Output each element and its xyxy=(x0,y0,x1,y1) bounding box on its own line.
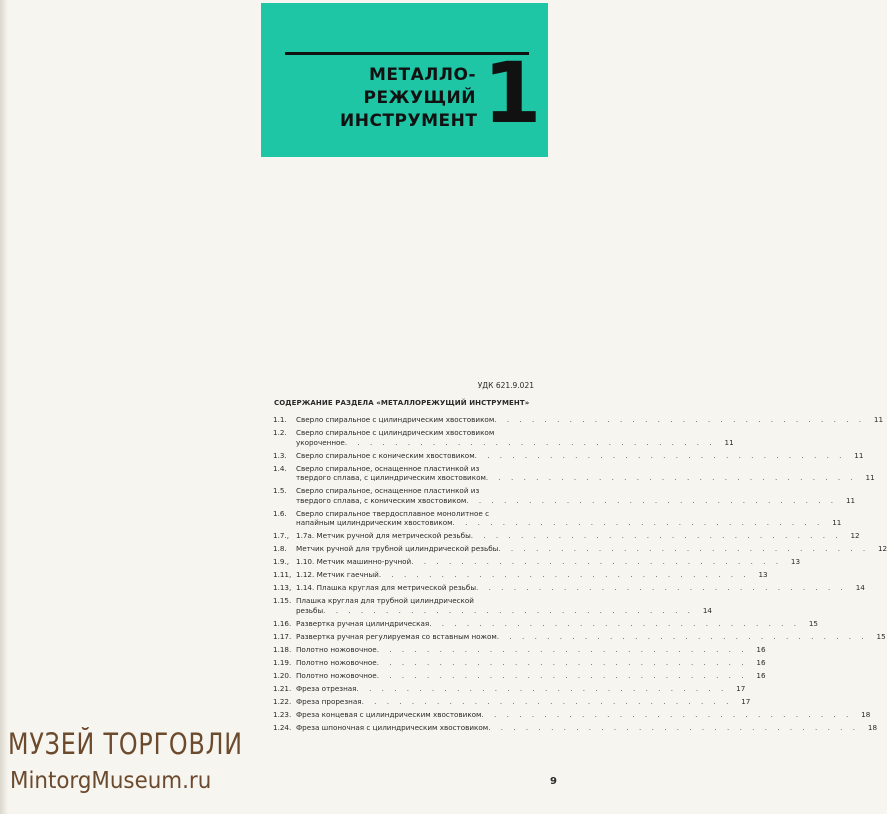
toc-entry xyxy=(273,463,875,483)
toc-leader-dots: . . . . . . . . . . . . . . . . . . . . . . . . . . . . . . xyxy=(485,473,857,483)
watermark-museum-name: МУЗЕЙ ТОРГОВЛИ xyxy=(8,727,243,761)
toc-entry-number: 1.7., xyxy=(273,531,289,541)
toc-entry-page: 17 xyxy=(736,683,746,693)
toc-entry-title-line: Фреза концевая с цилиндрическим хвостовиком xyxy=(296,709,482,719)
toc-entry-number: 1.11, xyxy=(273,570,292,580)
page-number: 9 xyxy=(550,776,557,787)
toc-leader-dots: . . . . . . . . . . . . . . . . . . . . . . . . . . . . . . xyxy=(361,696,733,706)
toc-entry-page: 13 xyxy=(790,557,801,567)
toc-entry-title-line: твердого сплава, с коническим хвостовиком xyxy=(296,495,467,505)
toc-entry xyxy=(273,531,860,541)
toc-entry-number: 1.6. xyxy=(273,508,287,518)
toc-entry xyxy=(273,508,842,528)
toc-entry xyxy=(273,544,887,554)
toc-entry xyxy=(273,450,864,461)
toc-entry xyxy=(273,583,865,593)
toc-entry-title-line: резьбы xyxy=(296,605,324,615)
udk-code: УДК 621.9.021 xyxy=(477,381,534,390)
toc-entry-title xyxy=(296,658,750,668)
toc-entry-title xyxy=(296,684,729,694)
toc-entry-title xyxy=(296,464,859,483)
toc-leader-dots: . . . . . . . . . . . . . . . . . . . . . . . . . . . . . . xyxy=(376,670,748,680)
toc-entry-title-line: 1.7а. Метчик ручной для метрической резьбы xyxy=(296,531,471,541)
toc-entry-page: 11 xyxy=(873,415,884,424)
toc-entry-title-line: Полотно ножовочное xyxy=(296,644,377,654)
toc-entry-title-line: Развертка ручная регулируемая со вставным ножом xyxy=(296,631,497,641)
toc-entry-page: 14 xyxy=(855,583,865,593)
toc-leader-dots: . . . . . . . . . . . . . . . . . . . . . . . . . . . . . . xyxy=(494,415,866,424)
toc-entry-title-line: Фреза отрезная xyxy=(296,683,357,693)
toc-entry-number: 1.17. xyxy=(273,631,292,641)
toc-leader-dots: . . . . . . . . . . . . . . . . . . . . . . . . . . . . . . xyxy=(496,631,868,641)
toc-entry-title xyxy=(296,596,696,615)
toc-leader-dots: . . . . . . . . . . . . . . . . . . . . . . . . . . . . . . xyxy=(376,644,748,654)
toc-entry xyxy=(273,683,746,694)
toc-entry-title xyxy=(296,428,718,447)
toc-entry-page: 14 xyxy=(702,605,712,615)
toc-leader-dots: . . . . . . . . . . . . . . . . . . . . . . . . . . . . . . xyxy=(452,518,824,528)
toc-entry-page: 11 xyxy=(865,473,875,483)
toc-entry-title xyxy=(296,671,750,681)
toc-entry xyxy=(273,557,801,567)
toc-entry-page: 12 xyxy=(850,531,860,541)
toc-leader-dots: . . . . . . . . . . . . . . . . . . . . . . . . . . . . . . xyxy=(344,437,716,447)
toc-entry-title-line: Фреза шпоночная с цилиндрическим хвостовиком xyxy=(296,722,489,732)
toc-entry-title xyxy=(296,723,861,733)
toc-entry-page: 16 xyxy=(756,657,766,667)
toc-entry-page: 13 xyxy=(758,570,768,580)
toc-leader-dots: . . . . . . . . . . . . . . . . . . . . . . . . . . . . . . xyxy=(488,722,860,732)
toc-title: СОДЕРЖАНИЕ РАЗДЕЛА «МЕТАЛЛОРЕЖУЩИЙ ИНСТРУМЕНТ» xyxy=(274,399,530,407)
toc-entry-title xyxy=(296,486,839,505)
toc-leader-dots: . . . . . . . . . . . . . . . . . . . . . . . . . . . . . . xyxy=(378,570,750,580)
toc-leader-dots: . . . . . . . . . . . . . . . . . . . . . . . . . . . . . . xyxy=(356,683,728,693)
toc-entry-title-line: 1.14. Плашка круглая для метрической резьбы xyxy=(296,583,477,593)
toc-entry-number: 1.22. xyxy=(273,696,292,706)
toc-entry-title-line: Сверло спиральное с коническим хвостовиком xyxy=(296,450,475,460)
toc-entry-number: 1.5. xyxy=(273,486,287,496)
toc-entry-title-line: Сверло спиральное твердосплавное монолитное с xyxy=(296,508,490,518)
toc-entry-page: 12 xyxy=(877,544,887,554)
toc-entry-page: 11 xyxy=(724,437,734,447)
toc-entry-title-line: 1.10. Метчик машинно-ручной xyxy=(296,557,412,567)
toc-entry xyxy=(273,670,766,681)
toc-entry-title xyxy=(296,544,871,554)
toc-entry-number: 1.24. xyxy=(273,722,292,732)
toc-entry-title xyxy=(296,531,844,541)
toc-entry xyxy=(273,570,768,580)
section-title-line-1: МЕТАЛЛО- xyxy=(368,65,476,85)
toc-entry xyxy=(273,722,878,733)
toc-leader-dots: . . . . . . . . . . . . . . . . . . . . . . . . . . . . . . xyxy=(470,531,842,541)
toc-entry-number: 1.16. xyxy=(273,618,292,628)
toc-entry-title xyxy=(296,557,784,567)
toc-entry-title xyxy=(296,509,825,528)
toc-entry-title-line: Сверло спиральное, оснащенное пластинкой из xyxy=(296,463,480,473)
toc-entry-page: 17 xyxy=(741,696,751,706)
toc-entry xyxy=(273,486,856,505)
toc-entry-title xyxy=(296,415,867,425)
toc-entry xyxy=(273,596,712,615)
toc-entry xyxy=(273,427,734,447)
toc-entry-title xyxy=(296,632,870,642)
toc-leader-dots: . . . . . . . . . . . . . . . . . . . . . . . . . . . . . . xyxy=(411,557,783,567)
toc-entry-number: 1.15. xyxy=(273,596,292,606)
toc-entry xyxy=(273,644,766,655)
toc-entry xyxy=(273,657,766,668)
toc-leader-dots: . . . . . . . . . . . . . . . . . . . . . . . . . . . . . . xyxy=(498,544,870,554)
toc-entry-title-line: Полотно ножовочное xyxy=(296,670,377,680)
toc-entry-number: 1.13, xyxy=(273,583,292,593)
toc-entry-number: 1.4. xyxy=(273,463,287,473)
toc-entry-number: 1.9., xyxy=(273,557,289,567)
toc-entry-page: 15 xyxy=(876,631,886,641)
toc-entry-title-line: Фреза прорезная xyxy=(296,696,362,706)
section-number: 1 xyxy=(483,44,542,142)
toc-leader-dots: . . . . . . . . . . . . . . . . . . . . . . . . . . . . . . xyxy=(476,583,847,593)
toc-entry-number: 1.23. xyxy=(273,709,292,719)
toc-entry-title-line: Полотно ножовочное xyxy=(296,657,377,667)
section-title xyxy=(340,64,476,133)
section-title-line-2: РЕЖУЩИЙ xyxy=(363,88,476,108)
toc-entry-number: 1.3. xyxy=(273,450,287,460)
toc-entry-page: 16 xyxy=(756,670,766,680)
toc-leader-dots: . . . . . . . . . . . . . . . . . . . . . . . . . . . . . . xyxy=(429,618,801,628)
watermark-url: MintorgMuseum.ru xyxy=(10,768,212,794)
toc-entry-title-line: Сверло спиральное с цилиндрическим хвостовиком xyxy=(296,415,495,424)
toc-entry-title xyxy=(296,645,750,655)
toc-entry-number: 1.1. xyxy=(273,415,287,424)
page-edge-shadow xyxy=(0,0,8,814)
toc-leader-dots: . . . . . . . . . . . . . . . . . . . . . . . . . . . . . . xyxy=(323,605,694,615)
section-title-line-3: ИНСТРУМЕНТ xyxy=(340,111,478,131)
toc-entry-number: 1.19. xyxy=(273,657,292,667)
toc-entry-page: 16 xyxy=(756,644,766,654)
toc-entry-page: 18 xyxy=(867,722,878,732)
toc-entry-title-line: напайным цилиндрическим хвостовиком xyxy=(296,518,453,528)
toc-entry xyxy=(273,415,884,425)
toc-entry-title-line: 1.12. Метчик гаечный xyxy=(296,570,379,580)
toc-entry-number: 1.21. xyxy=(273,683,292,693)
toc-entry-number: 1.2. xyxy=(273,427,287,437)
toc-entry-number: 1.18. xyxy=(273,644,292,654)
toc-entry-title xyxy=(296,570,752,580)
toc-leader-dots: . . . . . . . . . . . . . . . . . . . . . . . . . . . . . . xyxy=(474,450,846,460)
toc-entry-title xyxy=(296,619,802,629)
toc-entry-title xyxy=(296,710,854,720)
toc-entry-number: 1.20. xyxy=(273,670,292,680)
toc-entry-title-line: Сверло спиральное, оснащенное пластинкой из xyxy=(296,486,480,496)
toc-leader-dots: . . . . . . . . . . . . . . . . . . . . . . . . . . . . . . xyxy=(376,657,748,667)
toc-entry xyxy=(273,631,886,642)
toc-entry-page: 11 xyxy=(832,518,842,528)
toc-entry-title-line: Метчик ручной для трубной цилиндрической резьбы xyxy=(296,544,499,554)
toc-entry-title xyxy=(296,697,734,707)
toc-entry-title-line: Сверло спиральное с цилиндрическим хвостовиком xyxy=(296,427,495,437)
toc-leader-dots: . . . . . . . . . . . . . . . . . . . . . . . . . . . . . . xyxy=(481,709,853,719)
toc-entry-page: 11 xyxy=(854,450,864,460)
toc-entry-title-line: Развертка ручная цилиндрическая xyxy=(296,618,430,628)
toc-entry-page: 18 xyxy=(861,709,871,719)
toc-entry-title xyxy=(296,451,847,461)
toc-entry-title-line: укороченное xyxy=(296,437,345,447)
toc-entry-page: 11 xyxy=(845,495,856,505)
toc-entry-page: 15 xyxy=(808,618,819,628)
toc-entry-title-line: твердого сплава, с цилиндрическим хвостовиком xyxy=(296,473,486,483)
toc-entry xyxy=(273,696,751,707)
toc-leader-dots: . . . . . . . . . . . . . . . . . . . . . . . . . . . . . . xyxy=(466,495,838,505)
table-of-contents xyxy=(273,415,887,736)
toc-entry xyxy=(273,709,871,720)
toc-entry xyxy=(273,618,819,629)
toc-entry-title-line: Плашка круглая для трубной цилиндрической xyxy=(296,596,474,606)
toc-entry-title xyxy=(296,583,849,593)
toc-entry-number: 1.8. xyxy=(273,544,287,554)
